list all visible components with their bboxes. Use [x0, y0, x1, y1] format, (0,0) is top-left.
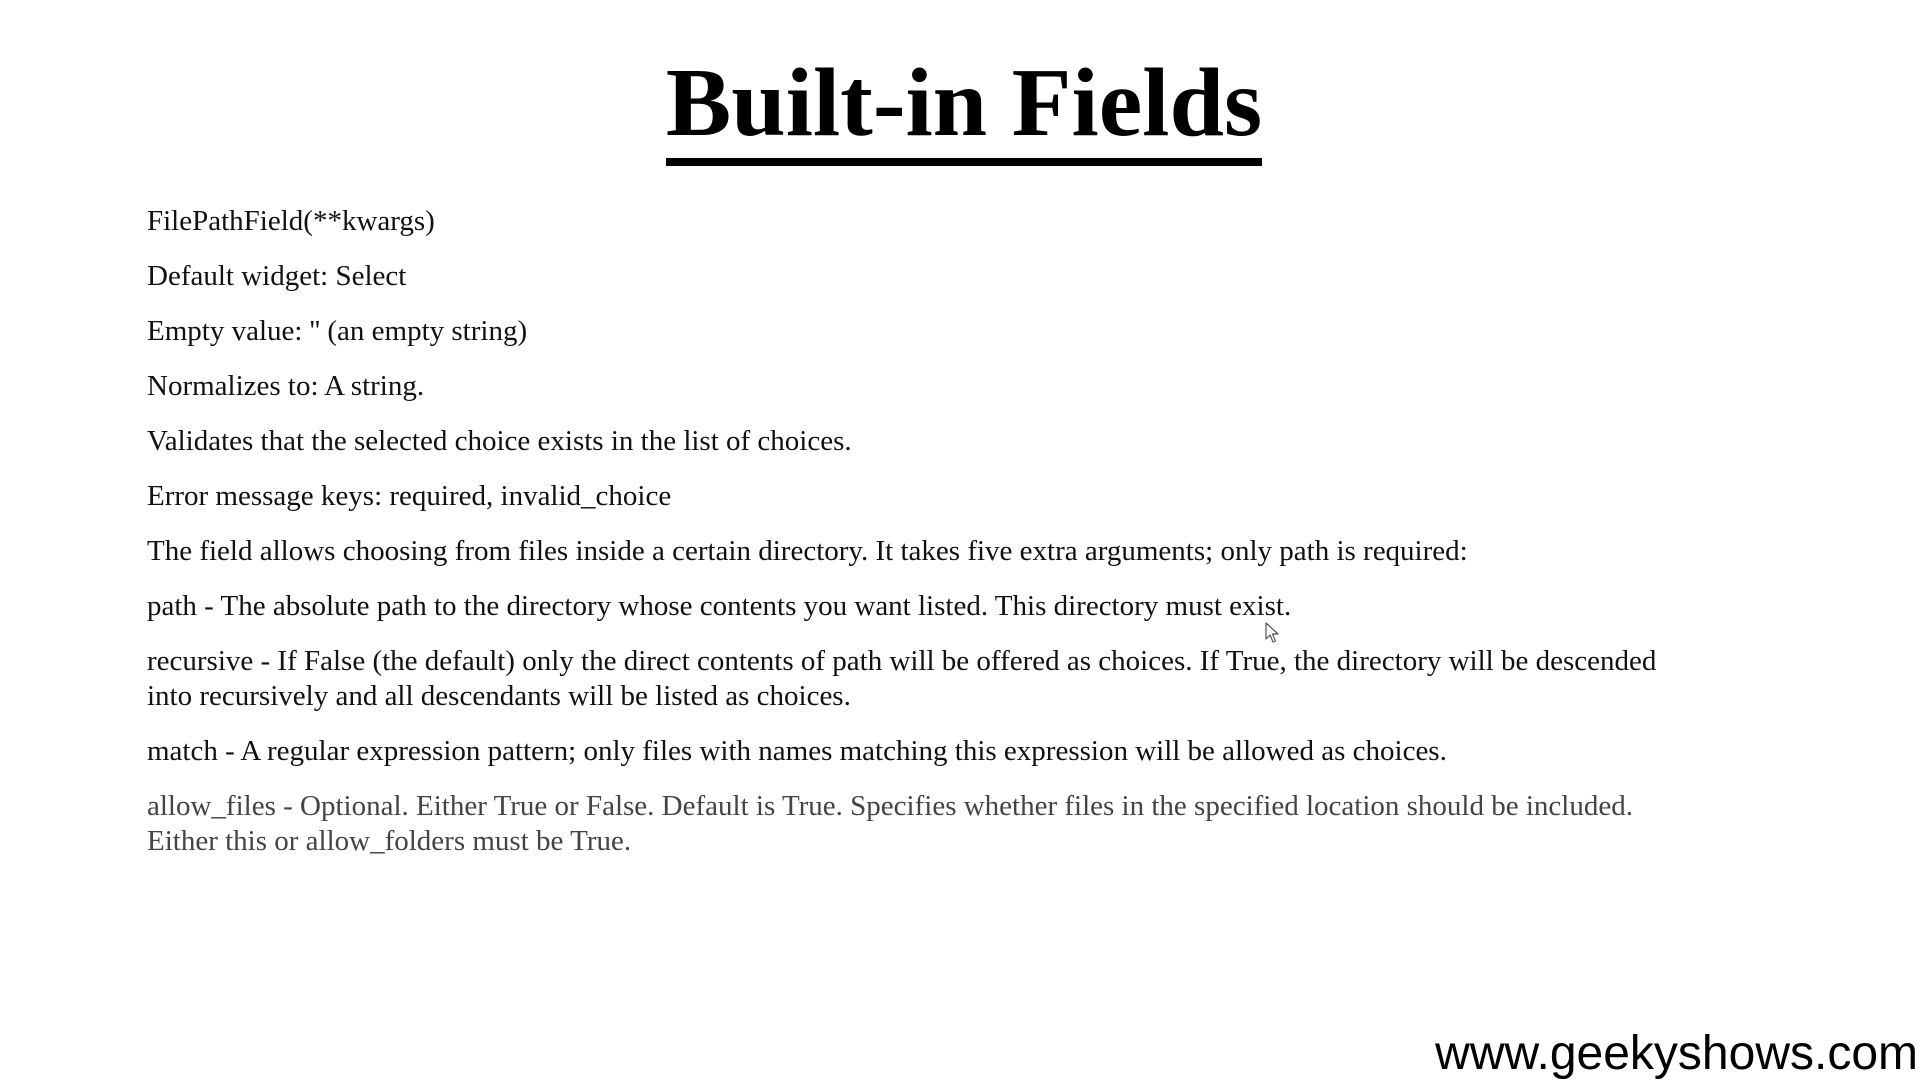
paragraph-default-widget: Default widget: Select: [147, 260, 407, 292]
paragraph-signature: FilePathField(**kwargs): [147, 205, 435, 237]
paragraph-empty-value: Empty value: '' (an empty string): [147, 315, 528, 347]
paragraph-recursive-arg: recursive - If False (the default) only the direct contents of path will be offered as choices. If True, the directory will be descended into recursively and all descendants will be listed as choices.: [147, 645, 1657, 712]
paragraph-error-keys: Error message keys: required, invalid_choice: [147, 480, 672, 512]
paragraph-path-arg: path - The absolute path to the directory whose contents you want listed. This directory must exist.: [147, 590, 1292, 622]
mouse-pointer-icon: [1265, 622, 1279, 644]
slide-title: Built-in Fields: [666, 50, 1262, 166]
paragraph-description: The field allows choosing from files inside a certain directory. It takes five extra arguments; only path is required:: [147, 535, 1468, 567]
slide-content: [147, 204, 1707, 879]
slide-title-wrapper: [0, 50, 1920, 166]
paragraph-allow-files-arg: allow_files - Optional. Either True or False. Default is True. Specifies whether files in the specified location should be included. Either this or allow_folders must be True.: [147, 790, 1633, 857]
watermark-url: www.geekyshows.com: [1435, 1027, 1918, 1080]
paragraph-match-arg: match - A regular expression pattern; only files with names matching this expression will be allowed as choices.: [147, 735, 1447, 767]
paragraph-normalizes: Normalizes to: A string.: [147, 370, 425, 402]
paragraph-validates: Validates that the selected choice exists in the list of choices.: [147, 425, 852, 457]
